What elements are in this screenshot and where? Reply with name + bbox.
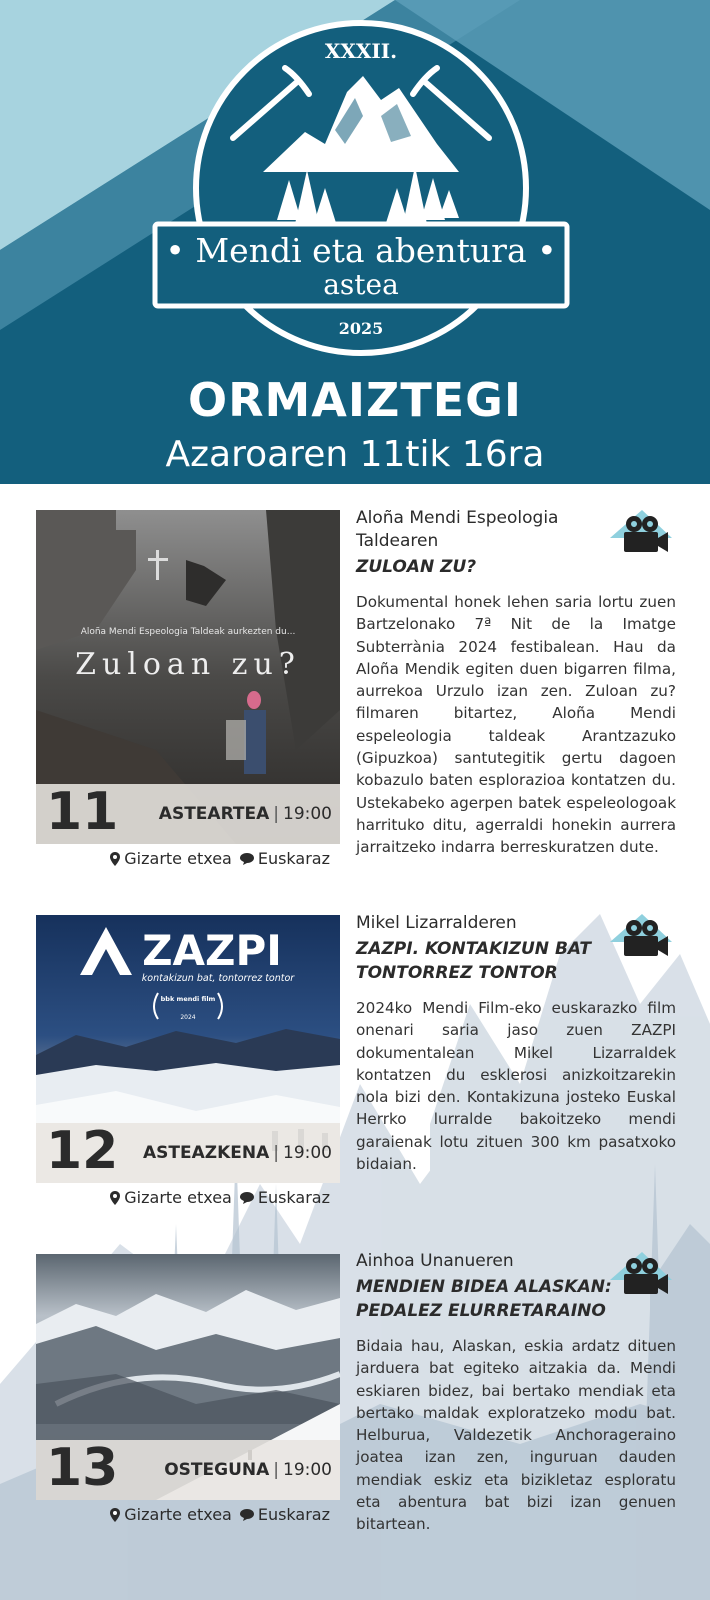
poster-title: ZAZPI <box>142 926 282 975</box>
language: Euskaraz <box>257 1188 330 1207</box>
logo-edition: XXXII. <box>324 39 398 63</box>
time: 19:00 <box>283 804 332 824</box>
venue-line <box>110 848 330 868</box>
poster-tagline: kontakizun bat, tontorrez tontor <box>141 973 295 984</box>
date-band <box>36 784 340 844</box>
language: Euskaraz <box>257 849 330 868</box>
speech-bubble-icon <box>240 853 254 865</box>
film-camera-icon <box>610 914 672 960</box>
weekday: OSTEGUNA <box>164 1460 270 1480</box>
film-title: ZAZPI. KONTAKIZUN BAT TONTORREZ TONTOR <box>356 939 592 983</box>
logo-title: • Mendi eta abentura • <box>165 231 557 270</box>
day-number: 11 <box>46 782 119 842</box>
date-band <box>36 1123 340 1183</box>
venue: Gizarte etxea <box>124 1188 232 1207</box>
venue-line <box>110 1504 330 1524</box>
location-pin-icon <box>110 1508 120 1522</box>
film-camera-icon <box>610 1252 672 1298</box>
location-pin-icon <box>110 1191 120 1205</box>
film-description: Dokumental honek lehen saria lortu zuen Bartzelonako 7ª Nit de la Imatge Subterrània 2024 festibalean. Hau da Aloña Mendik egiten duen bigarren filma, aurrekoa Urzulo izan zen. Zuloan zu? filmaren bitartez, Aloña Mendi espeleologia taldeak Arantzazuko (Gipuzkoa) santutegitik gertu dagoen kobazulo baten esplorazioa kontatzen du. Ustekabeko agerpen batek espeleologoak harrituko ditu, agerraldi honekin aurrera jarraitzeko indarra berreskuratzen dute. <box>356 593 676 857</box>
speech-bubble-icon <box>240 1192 254 1204</box>
film-author: Ainhoa Unanueren <box>356 1251 514 1271</box>
venue-line <box>110 1187 330 1207</box>
town-title: ORMAIZTEGI <box>187 373 523 427</box>
film-title: ZULOAN ZU? <box>356 557 477 577</box>
film-author: Aloña Mendi Espeologia Taldearen <box>356 508 559 551</box>
day-number: 13 <box>46 1438 119 1498</box>
header <box>0 0 710 484</box>
film-description: Bidaia hau, Alaskan, eskia ardatz dituen jarduera bat egiteko aitzakia da. Mendi eskiaren bidez, bai bertako mendiak eta bertako maldak exploratzeko modu bat. Helburua, Valdezetik Anchorageraino joatea izan zen, inguruan dauden mendiak eskiz eta bizikletaz esploratu eta abentura bat bizi izan genuen bitartean. <box>356 1337 676 1534</box>
film-camera-icon <box>610 510 672 556</box>
laurel-title: bbk mendi film <box>160 995 216 1003</box>
speech-bubble-icon <box>240 1509 254 1521</box>
day-number: 12 <box>46 1121 119 1181</box>
venue: Gizarte etxea <box>124 849 232 868</box>
location-pin-icon <box>110 852 120 866</box>
logo-subtitle: astea <box>323 268 399 301</box>
film-description: 2024ko Mendi Film-eko euskarazko film onenari saria jaso zuen ZAZPI dokumentalean Mikel Lizarraldek kontatzen du esklerosi anizkoitzarekin nola bizi den. Kontakizuna josteko Euskal Herrko lurralde bakoitzeko mendi garaienak lotu zituen 300 km pasatxoko bidaian. <box>356 999 676 1174</box>
venue: Gizarte etxea <box>124 1505 232 1524</box>
time: 19:00 <box>283 1460 332 1480</box>
event-dates: Azaroaren 11tik 16ra <box>165 434 545 475</box>
day-time: ASTEARTEA | 19:00 <box>158 804 332 824</box>
weekday: ASTEAZKENA <box>143 1143 270 1163</box>
poster-credit: Aloña Mendi Espeologia Taldeak aurkezten du... <box>80 627 296 637</box>
event-logo <box>165 20 557 360</box>
film-author: Mikel Lizarralderen <box>356 913 517 933</box>
day-time: ASTEAZKENA | 19:00 <box>143 1143 332 1163</box>
event-text <box>356 507 676 859</box>
date-band <box>36 1440 340 1500</box>
language: Euskaraz <box>257 1505 330 1524</box>
time: 19:00 <box>283 1143 332 1163</box>
poster-title: Zuloan zu? <box>75 647 301 682</box>
film-title: MENDIEN BIDEA ALASKAN: PEDALEZ ELURRETARAINO <box>356 1277 612 1321</box>
laurel-year: 2024 <box>180 1014 196 1021</box>
weekday: ASTEARTEA <box>158 804 270 824</box>
logo-year: 2025 <box>338 319 384 338</box>
day-time: OSTEGUNA | 19:00 <box>164 1460 332 1480</box>
